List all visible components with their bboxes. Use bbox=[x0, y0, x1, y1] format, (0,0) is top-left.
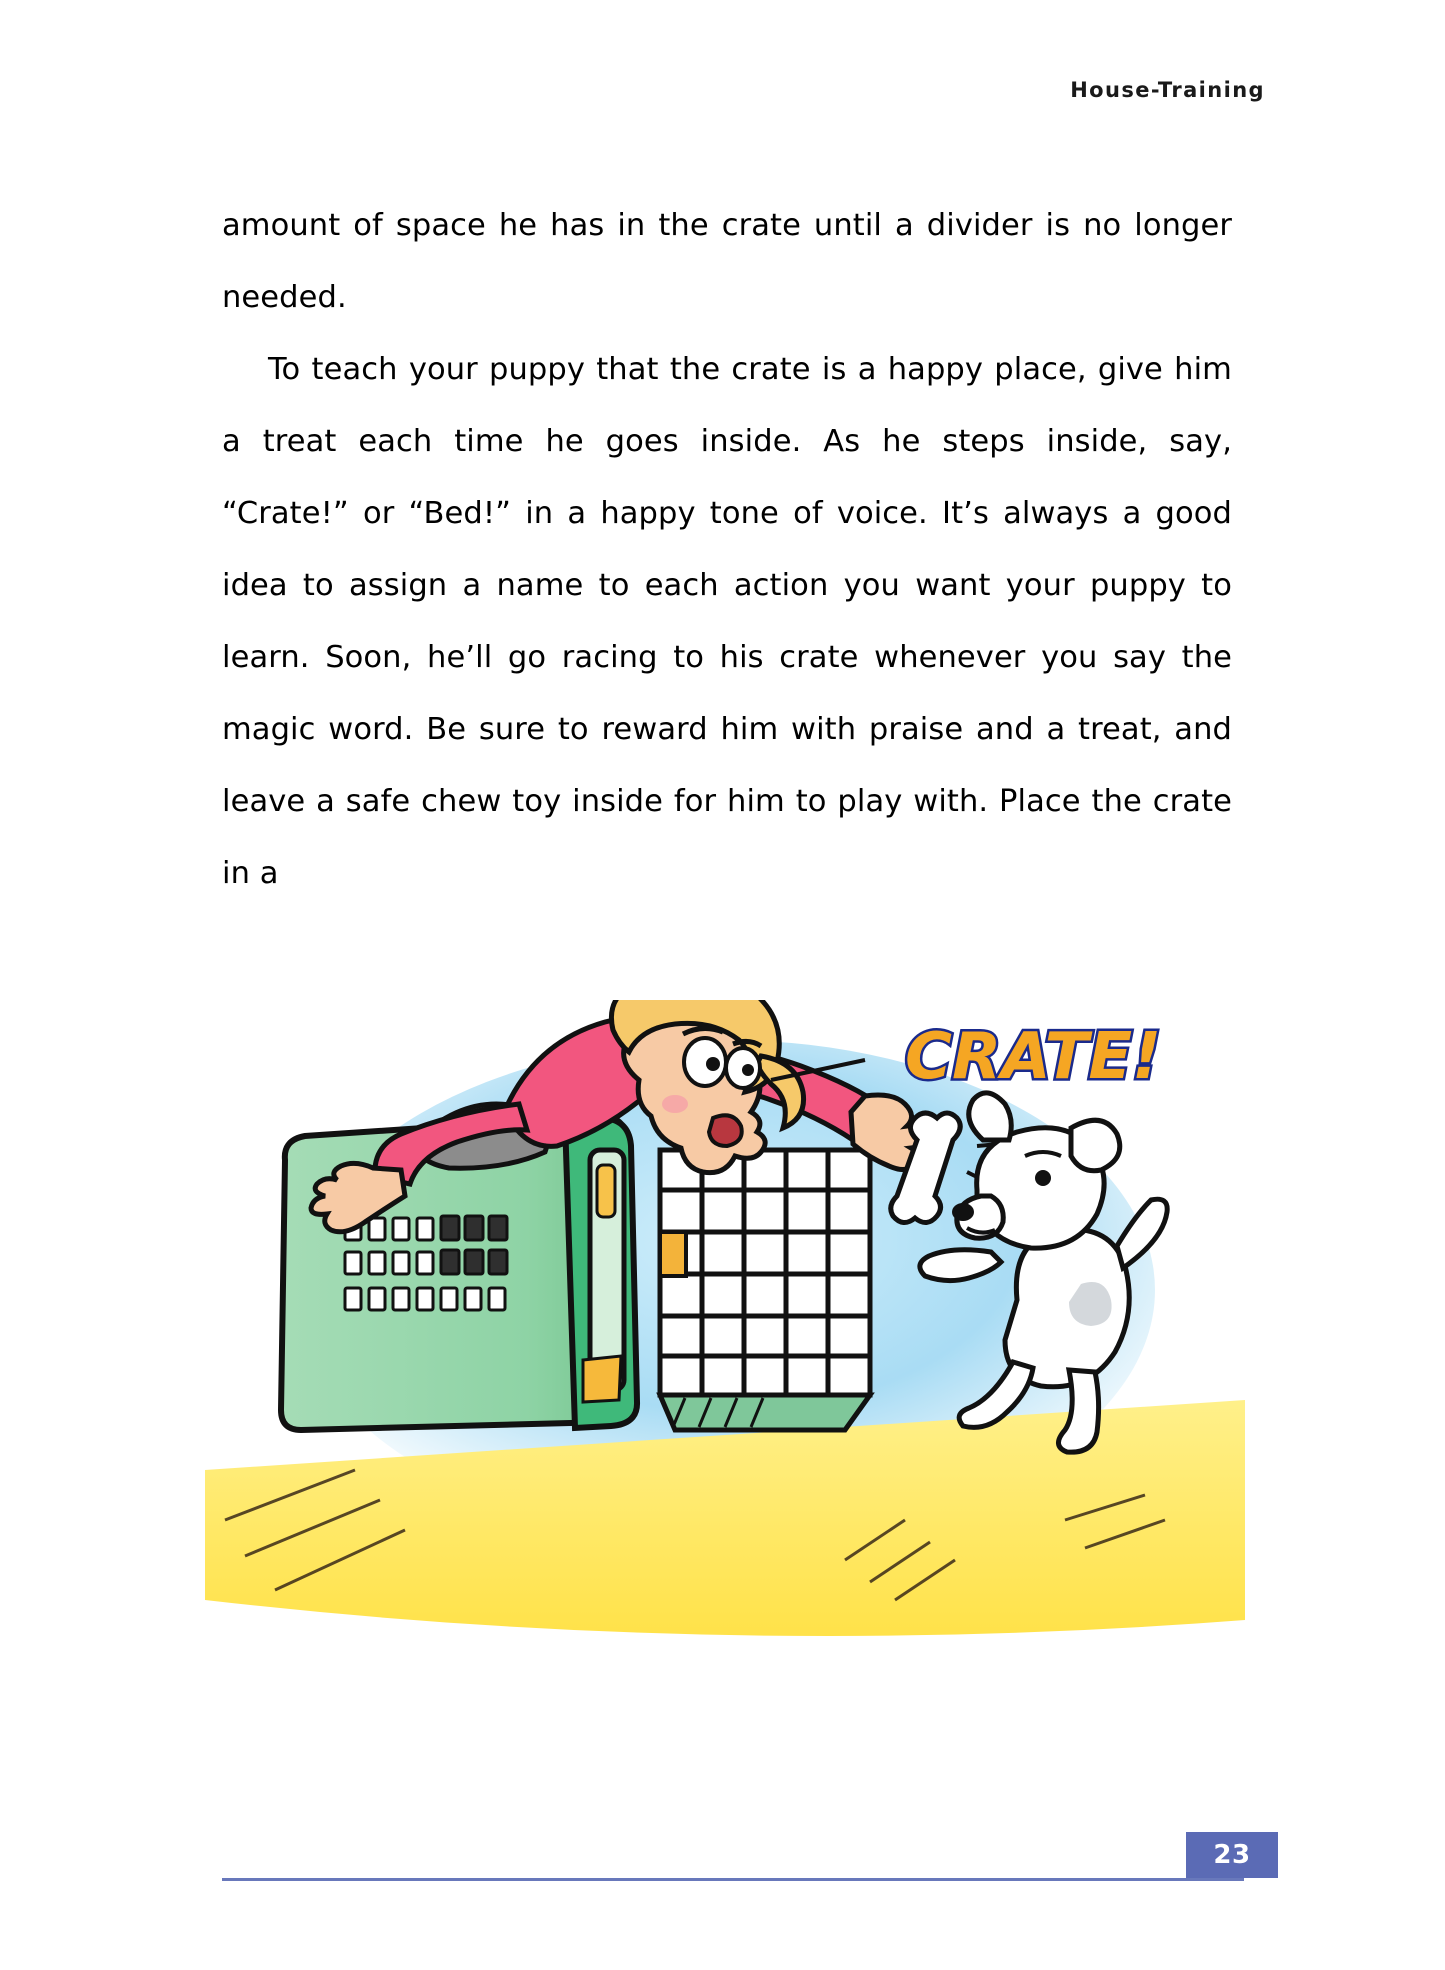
page-number: 23 bbox=[1186, 1832, 1278, 1878]
paragraph-2: To teach your puppy that the crate is a happy place, give him a treat each time he goes inside. As he steps inside, say, “Crate!” or “Bed!” in a happy tone of voice. It’s always a good idea to assign a name to each action you want your puppy to learn. Soon, he’ll go racing to his crate whenever you say the magic word. Be sure to reward him with praise and a treat, and leave a safe chew toy inside for him to play with. Place the crate in a bbox=[222, 352, 1232, 891]
paragraph-1: amount of space he has in the crate until a divider is no longer needed. bbox=[222, 208, 1232, 315]
footer-rule bbox=[222, 1878, 1244, 1881]
illustration-svg bbox=[205, 1000, 1245, 1700]
dog-crate bbox=[281, 1116, 870, 1430]
speech-bubble-text: CRATE! bbox=[905, 1020, 1162, 1094]
body-text bbox=[222, 190, 1232, 910]
illustration bbox=[205, 1000, 1245, 1700]
running-head: House-Training bbox=[1070, 78, 1265, 102]
crate-wire-panel bbox=[660, 1150, 870, 1430]
